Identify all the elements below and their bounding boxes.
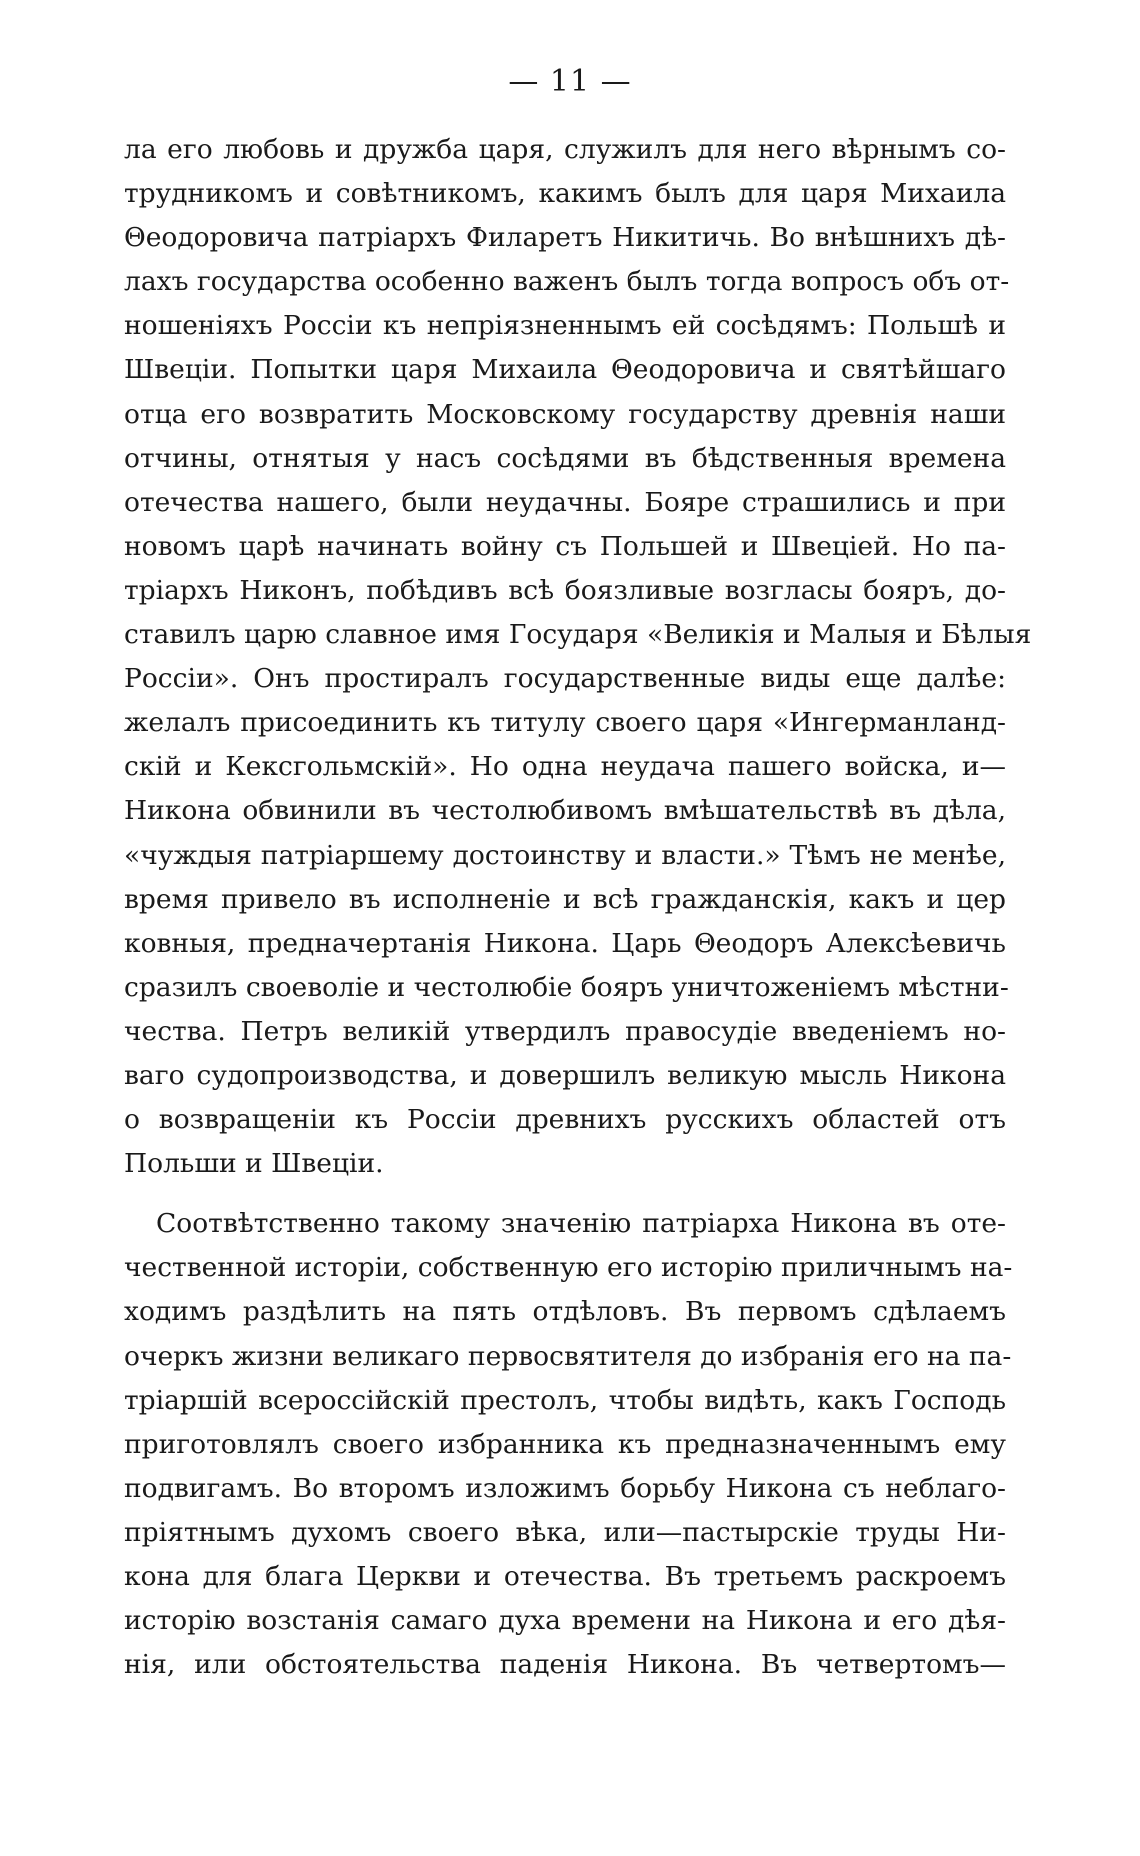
text-line: ковныя, предначертанія Никона. Царь Θеодоръ Алексѣевичь: [124, 927, 1006, 959]
text-line: ваго судопроизводства, и довершилъ великую мысль Никона: [124, 1059, 1006, 1091]
page-number: — 11 —: [508, 64, 632, 99]
body-text: [124, 128, 1032, 1687]
paragraph-2: [124, 1202, 1013, 1687]
text-line: кона для блага Церкви и отечества. Въ третьемъ раскроемъ: [124, 1561, 1006, 1592]
text-line: трудникомъ и совѣтникомъ, какимъ былъ для царя Михаила: [124, 178, 1006, 210]
text-line: очеркъ жизни великаго первосвятителя до избранія его на па-: [124, 1340, 1012, 1372]
text-line: отчины, отнятыя у насъ сосѣдями въ бѣдственныя времена: [124, 442, 1006, 474]
paragraph-1: [124, 128, 1032, 1186]
text-line: ла его любовь и дружба царя, служилъ для него вѣрнымъ со-: [124, 134, 1006, 165]
text-line: нія, или обстоятельства паденія Никона. Въ четвертомъ—: [124, 1649, 1006, 1681]
text-line: Никона обвинили въ честолюбивомъ вмѣшательствѣ въ дѣла,: [124, 795, 1006, 827]
text-line: исторію возстанія самаго духа времени на Никона и его дѣя-: [124, 1605, 1006, 1637]
text-line: приготовлялъ своего избранника къ предназначеннымъ ему: [124, 1428, 1006, 1460]
text-line: пріятнымъ духомъ своего вѣка, или—пастырскіе труды Ни-: [124, 1516, 1006, 1548]
text-line: отечества нашего, были неудачны. Бояре страшились и при: [124, 486, 1006, 518]
text-line: отца его возвратить Московскому государству древнія наши: [124, 398, 1006, 430]
text-line: новомъ царѣ начинать войну съ Польшей и Швеціей. Но па-: [124, 530, 1006, 562]
text-line: скій и Кексгольмскій». Но одна неудача пашего войска, и—: [124, 751, 1006, 783]
text-line: Россіи». Онъ простиралъ государственные виды еще далѣе:: [124, 663, 1006, 695]
text-line: ношеніяхъ Россіи къ непріязненнымъ ей сосѣдямъ: Польшѣ и: [124, 310, 1006, 342]
text-line: чества. Петръ великій утвердилъ правосудіе введеніемъ но-: [124, 1015, 1006, 1047]
text-line: ходимъ раздѣлить на пять отдѣловъ. Въ первомъ сдѣлаемъ: [124, 1296, 1006, 1328]
text-line: Θеодоровича патріархъ Филаретъ Никитичь. Во внѣшнихъ дѣ-: [124, 222, 1006, 254]
text-line: о возвращеніи къ Россіи древнихъ русскихъ областей отъ: [124, 1104, 1006, 1136]
text-line: Швеціи. Попытки царя Михаила Θеодоровича и святѣйшаго: [124, 354, 1006, 386]
text-line: тріаршій всероссійскій престолъ, чтобы видѣть, какъ Господь: [124, 1384, 1006, 1416]
text-line: время привело въ исполненіе и всѣ гражданскія, какъ и цер: [124, 883, 1006, 915]
text-line: желалъ присоединить къ титулу своего царя «Ингерманланд-: [124, 707, 1006, 739]
text-line: тріархъ Никонъ, побѣдивъ всѣ боязливые возгласы бояръ, до-: [124, 574, 1006, 606]
text-line: ставилъ царю славное имя Государя «Великія и Малыя и Бѣлыя: [124, 619, 1032, 651]
text-line: лахъ государства особенно важенъ былъ тогда вопросъ объ от-: [124, 266, 1010, 298]
text-line: сразилъ своеволіе и честолюбіе бояръ уничтоженіемъ мѣстни-: [124, 971, 1009, 1003]
text-line: Соотвѣтственно такому значенію патріарха Никона въ оте-: [156, 1208, 1006, 1240]
text-line: Польши и Швеціи.: [124, 1148, 384, 1180]
paragraph-gap: [124, 1186, 1006, 1202]
text-line: «чуждыя патріаршему достоинству и власти.» Тѣмъ не менѣе,: [124, 839, 1006, 871]
text-line: подвигамъ. Во второмъ изложимъ борьбу Никона съ неблаго-: [124, 1472, 1006, 1504]
text-line: чественной исторіи, собственную его исторію приличнымъ на-: [124, 1252, 1013, 1284]
